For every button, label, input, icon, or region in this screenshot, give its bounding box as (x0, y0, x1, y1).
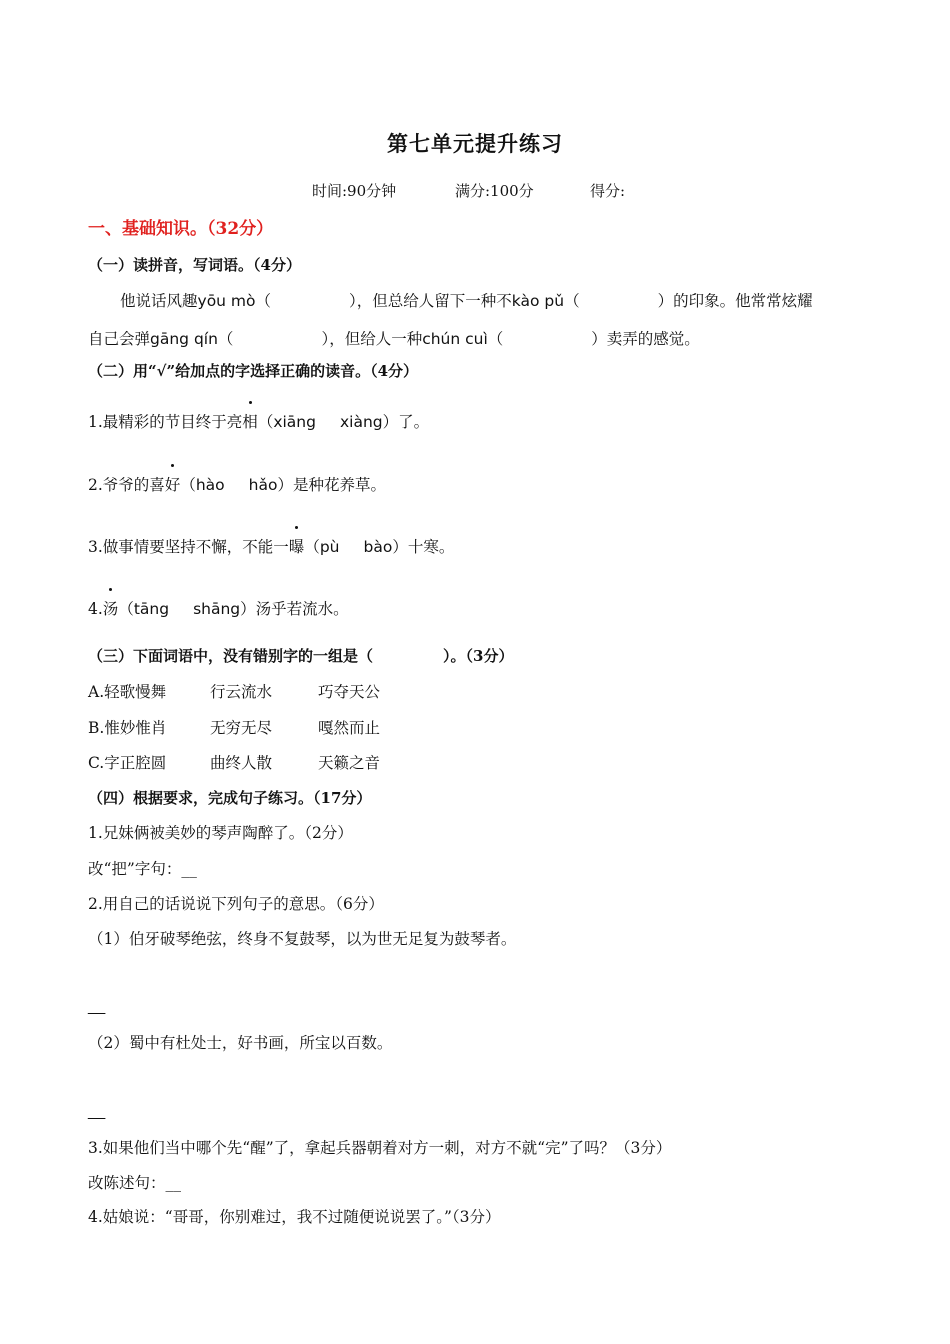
part3-heading: （三）下面词语中，没有错别字的一组是（ ）。（3分） (88, 647, 514, 665)
section-heading-basic: 一、基础知识。（32分） (88, 219, 274, 239)
question-1-answer: 改“把”字句：__ (88, 860, 197, 878)
score-field: 得分: (590, 182, 626, 200)
reading-item-1: 1.最精彩的节目终于亮相 （xiāng xiàng）了。 (88, 410, 429, 432)
reading-item-4: 4.汤 （tāng shāng）汤乎若流水。 (88, 597, 349, 619)
reading-item-2: 2.爷爷的喜好 （hào hǎo）是种花养草。 (88, 473, 386, 495)
full-score: 满分:100分 (455, 182, 534, 200)
pinyin-line-1: 他说话风趣yōu mò（ ），但总给人留下一种不kào pǔ（ ）的印象。他常常炫耀 (120, 292, 813, 310)
reading-item-3: 3.做事情要坚持不懈，不能一曝 （pù bào）十寒。 (88, 535, 454, 557)
pinyin-line-2: 自己会弹gāng qín（ ），但给人一种chún cuì（ ）卖弄的感觉。 (88, 330, 700, 348)
part1-heading: （一）读拼音，写词语。（4分） (88, 256, 301, 274)
question-2: 2.用自己的话说说下列句子的意思。（6分） (88, 895, 384, 913)
question-4: 4.姑娘说：“哥哥，你别难过，我不过随便说说罢了。”（3分） (88, 1208, 501, 1226)
question-2-1: （1）伯牙破琴绝弦，终身不复鼓琴，以为世无足复为鼓琴者。 (88, 930, 517, 948)
part2-heading: （二）用“√”给加点的字选择正确的读音。（4分） (88, 362, 419, 380)
question-3-answer: 改陈述句：__ (88, 1174, 182, 1192)
question-1: 1.兄妹俩被美妙的琴声陶醉了。（2分） (88, 824, 353, 842)
part4-heading: （四）根据要求，完成句子练习。（17分） (88, 789, 372, 807)
time-limit: 时间:90分钟 (312, 182, 397, 200)
question-3: 3.如果他们当中哪个先“醒”了，拿起兵器朝着对方一刺，对方不就“完”了吗？（3分） (88, 1139, 672, 1157)
answer-blank-b: __ (88, 1103, 106, 1120)
page-title: 第七单元提升练习 (387, 131, 563, 156)
question-2-2: （2）蜀中有杜处士，好书画，所宝以百数。 (88, 1034, 393, 1052)
answer-blank-a: __ (88, 998, 106, 1015)
